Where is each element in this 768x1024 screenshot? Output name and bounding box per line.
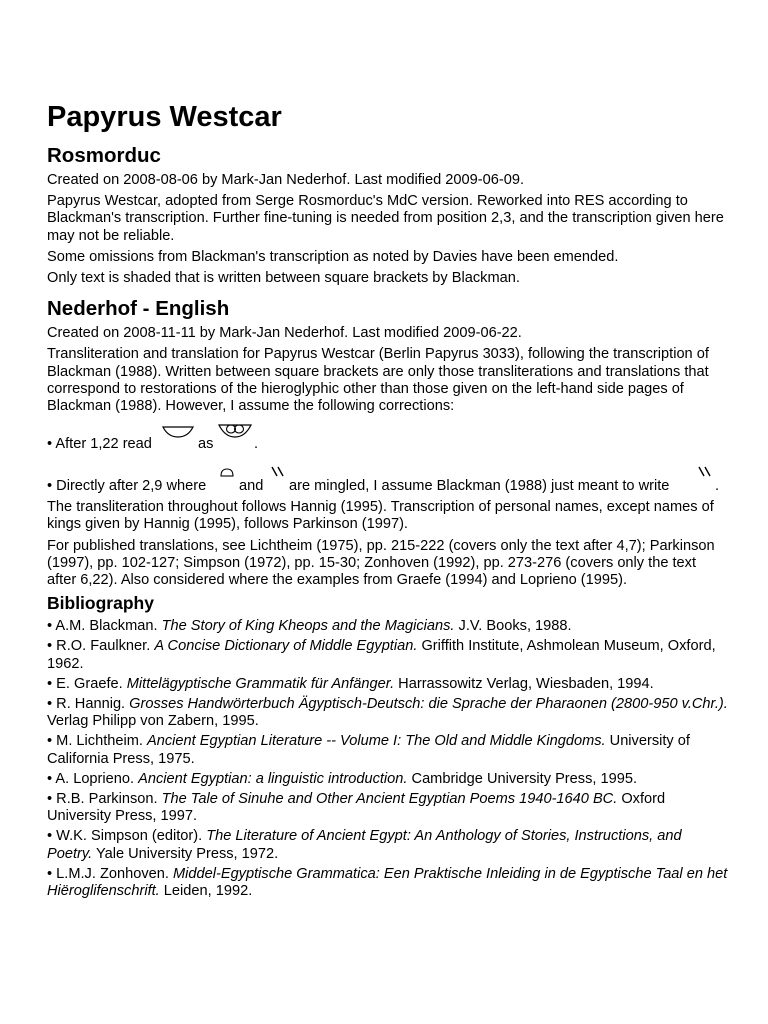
- bibliography-entry: [47, 866, 728, 900]
- rosmorduc-paragraph-1: Papyrus Westcar, adopted from Serge Rosmorduc's MdC version. Reworked into RES according to Blackman's transcription. Further fine-tuning is needed from position 2,3, and the transcription given here may not be reliable.: [47, 193, 724, 244]
- bread-glyph-icon: [220, 468, 234, 478]
- bibliography-heading: Bibliography: [47, 593, 154, 614]
- correction-2-text-b: and: [239, 478, 264, 495]
- page-title: Papyrus Westcar: [47, 101, 282, 133]
- bibliography-entry: [47, 828, 728, 862]
- correction-1-text-b: as: [198, 436, 214, 453]
- bibliography-publisher: Verlag Philipp von Zabern, 1995.: [47, 713, 259, 730]
- correction-2: [47, 465, 728, 495]
- rosmorduc-paragraph-3: Only text is shaded that is written between square brackets by Blackman.: [47, 270, 520, 287]
- bibliography-author: • R.O. Faulkner.: [47, 638, 155, 655]
- bibliography-publisher: Yale University Press, 1972.: [92, 845, 279, 862]
- correction-2-text-c: are mingled, I assume Blackman (1988) just meant to write: [289, 478, 670, 495]
- bowl-glyph-icon: [162, 425, 194, 439]
- nederhof-paragraph-2: The transliteration throughout follows Hannig (1995). Transcription of personal names, except names of kings given by Hannig (1995), follows Parkinson (1997).: [47, 499, 714, 533]
- bibliography-list: [47, 618, 728, 900]
- bibliography-entry: [47, 618, 728, 635]
- bibliography-title: Middel-Egyptische Grammatica: Een Praktische Inleiding in de Egyptische Taal en het Hiëroglifenschrift.: [47, 865, 728, 900]
- rosmorduc-paragraph-2: Some omissions from Blackman's transcription as noted by Davies have been emended.: [47, 248, 619, 265]
- bibliography-title: Grosses Handwörterbuch Ägyptisch-Deutsch: die Sprache der Pharaonen (2800-950 v.Chr.).: [129, 696, 728, 713]
- bibliography-publisher: University of California Press, 1975.: [47, 733, 690, 767]
- correction-1-text-a: • After 1,22 read: [47, 436, 152, 453]
- bibliography-title: The Literature of Ancient Egypt: An Anthology of Stories, Instructions, and Poetry.: [47, 828, 682, 862]
- bibliography-publisher: Leiden, 1992.: [159, 883, 253, 900]
- bibliography-author: • R. Hannig.: [47, 696, 130, 713]
- bibliography-publisher: Oxford University Press, 1997.: [47, 791, 666, 825]
- nederhof-heading: Nederhof - English: [47, 297, 230, 321]
- bibliography-author: • A. Loprieno.: [47, 770, 139, 787]
- bibliography-entry: [47, 696, 728, 730]
- bibliography-title: The Story of King Kheops and the Magicians.: [161, 618, 455, 635]
- bibliography-title: A Concise Dictionary of Middle Egyptian.: [154, 638, 418, 655]
- bibliography-author: • M. Lichtheim.: [47, 733, 147, 750]
- basket-glyph-icon: [218, 423, 252, 439]
- correction-1-text-c: .: [254, 436, 259, 453]
- rosmorduc-heading: Rosmorduc: [47, 144, 161, 167]
- bibliography-section: [47, 593, 728, 900]
- rosmorduc-section: [47, 144, 728, 287]
- correction-1: [47, 419, 728, 453]
- rosmorduc-created: Created on 2008-08-06 by Mark-Jan Nederhof. Last modified 2009-06-09.: [47, 172, 525, 188]
- bibliography-publisher: Harrassowitz Verlag, Wiesbaden, 1994.: [394, 675, 654, 692]
- nederhof-paragraph-3: For published translations, see Lichtheim (1975), pp. 215-222 (covers only the text after 4,7); Parkinson (1997), pp. 102-127; Simpson (1972), pp. 15-30; Zonhoven (1992), pp. 273-276 (covers only the text after 6,22). Also considered where the examples from Graefe (1994) and Loprieno (1995).: [47, 537, 715, 589]
- bibliography-entry: [47, 733, 728, 767]
- bibliography-entry: [47, 676, 728, 693]
- bibliography-title: Ancient Egyptian: a linguistic introduction.: [138, 770, 408, 787]
- bibliography-title: Mittelägyptische Grammatik für Anfänger.: [126, 675, 395, 692]
- bibliography-entry: [47, 638, 728, 672]
- correction-2-text-a: • Directly after 2,9 where: [47, 478, 207, 495]
- nederhof-created: Created on 2008-11-11 by Mark-Jan Nederhof. Last modified 2009-06-22.: [47, 325, 522, 342]
- bibliography-author: • A.M. Blackman.: [47, 618, 162, 635]
- bibliography-publisher: Cambridge University Press, 1995.: [407, 770, 638, 787]
- bibliography-author: • W.K. Simpson (editor).: [47, 828, 207, 845]
- double-stroke-glyph-icon: [270, 466, 286, 478]
- nederhof-paragraph-1: Transliteration and translation for Papyrus Westcar (Berlin Papyrus 3033), following the transcription of Blackman (1988). Written between square brackets are only those transliterations and translations that correspond to restorations of the hieroglyphic other than those given on the left-hand side pages of Blackman (1988). However, I assume the following corrections:: [47, 346, 709, 415]
- bibliography-author: • E. Graefe.: [47, 675, 127, 692]
- bibliography-entry: [47, 771, 728, 788]
- bibliography-entry: [47, 791, 728, 825]
- bibliography-title: The Tale of Sinuhe and Other Ancient Egyptian Poems 1940-1640 BC.: [161, 791, 618, 808]
- bibliography-author: • L.M.J. Zonhoven.: [47, 865, 173, 882]
- double-stroke-glyph-icon-2: [697, 466, 713, 478]
- bibliography-author: • R.B. Parkinson.: [47, 791, 162, 808]
- bibliography-title: Ancient Egyptian Literature -- Volume I: The Old and Middle Kingdoms.: [147, 733, 606, 750]
- bibliography-publisher: J.V. Books, 1988.: [454, 618, 572, 635]
- nederhof-section: [47, 297, 728, 589]
- bibliography-publisher: Griffith Institute, Ashmolean Museum, Oxford, 1962.: [47, 638, 716, 672]
- correction-2-text-d: .: [715, 478, 720, 495]
